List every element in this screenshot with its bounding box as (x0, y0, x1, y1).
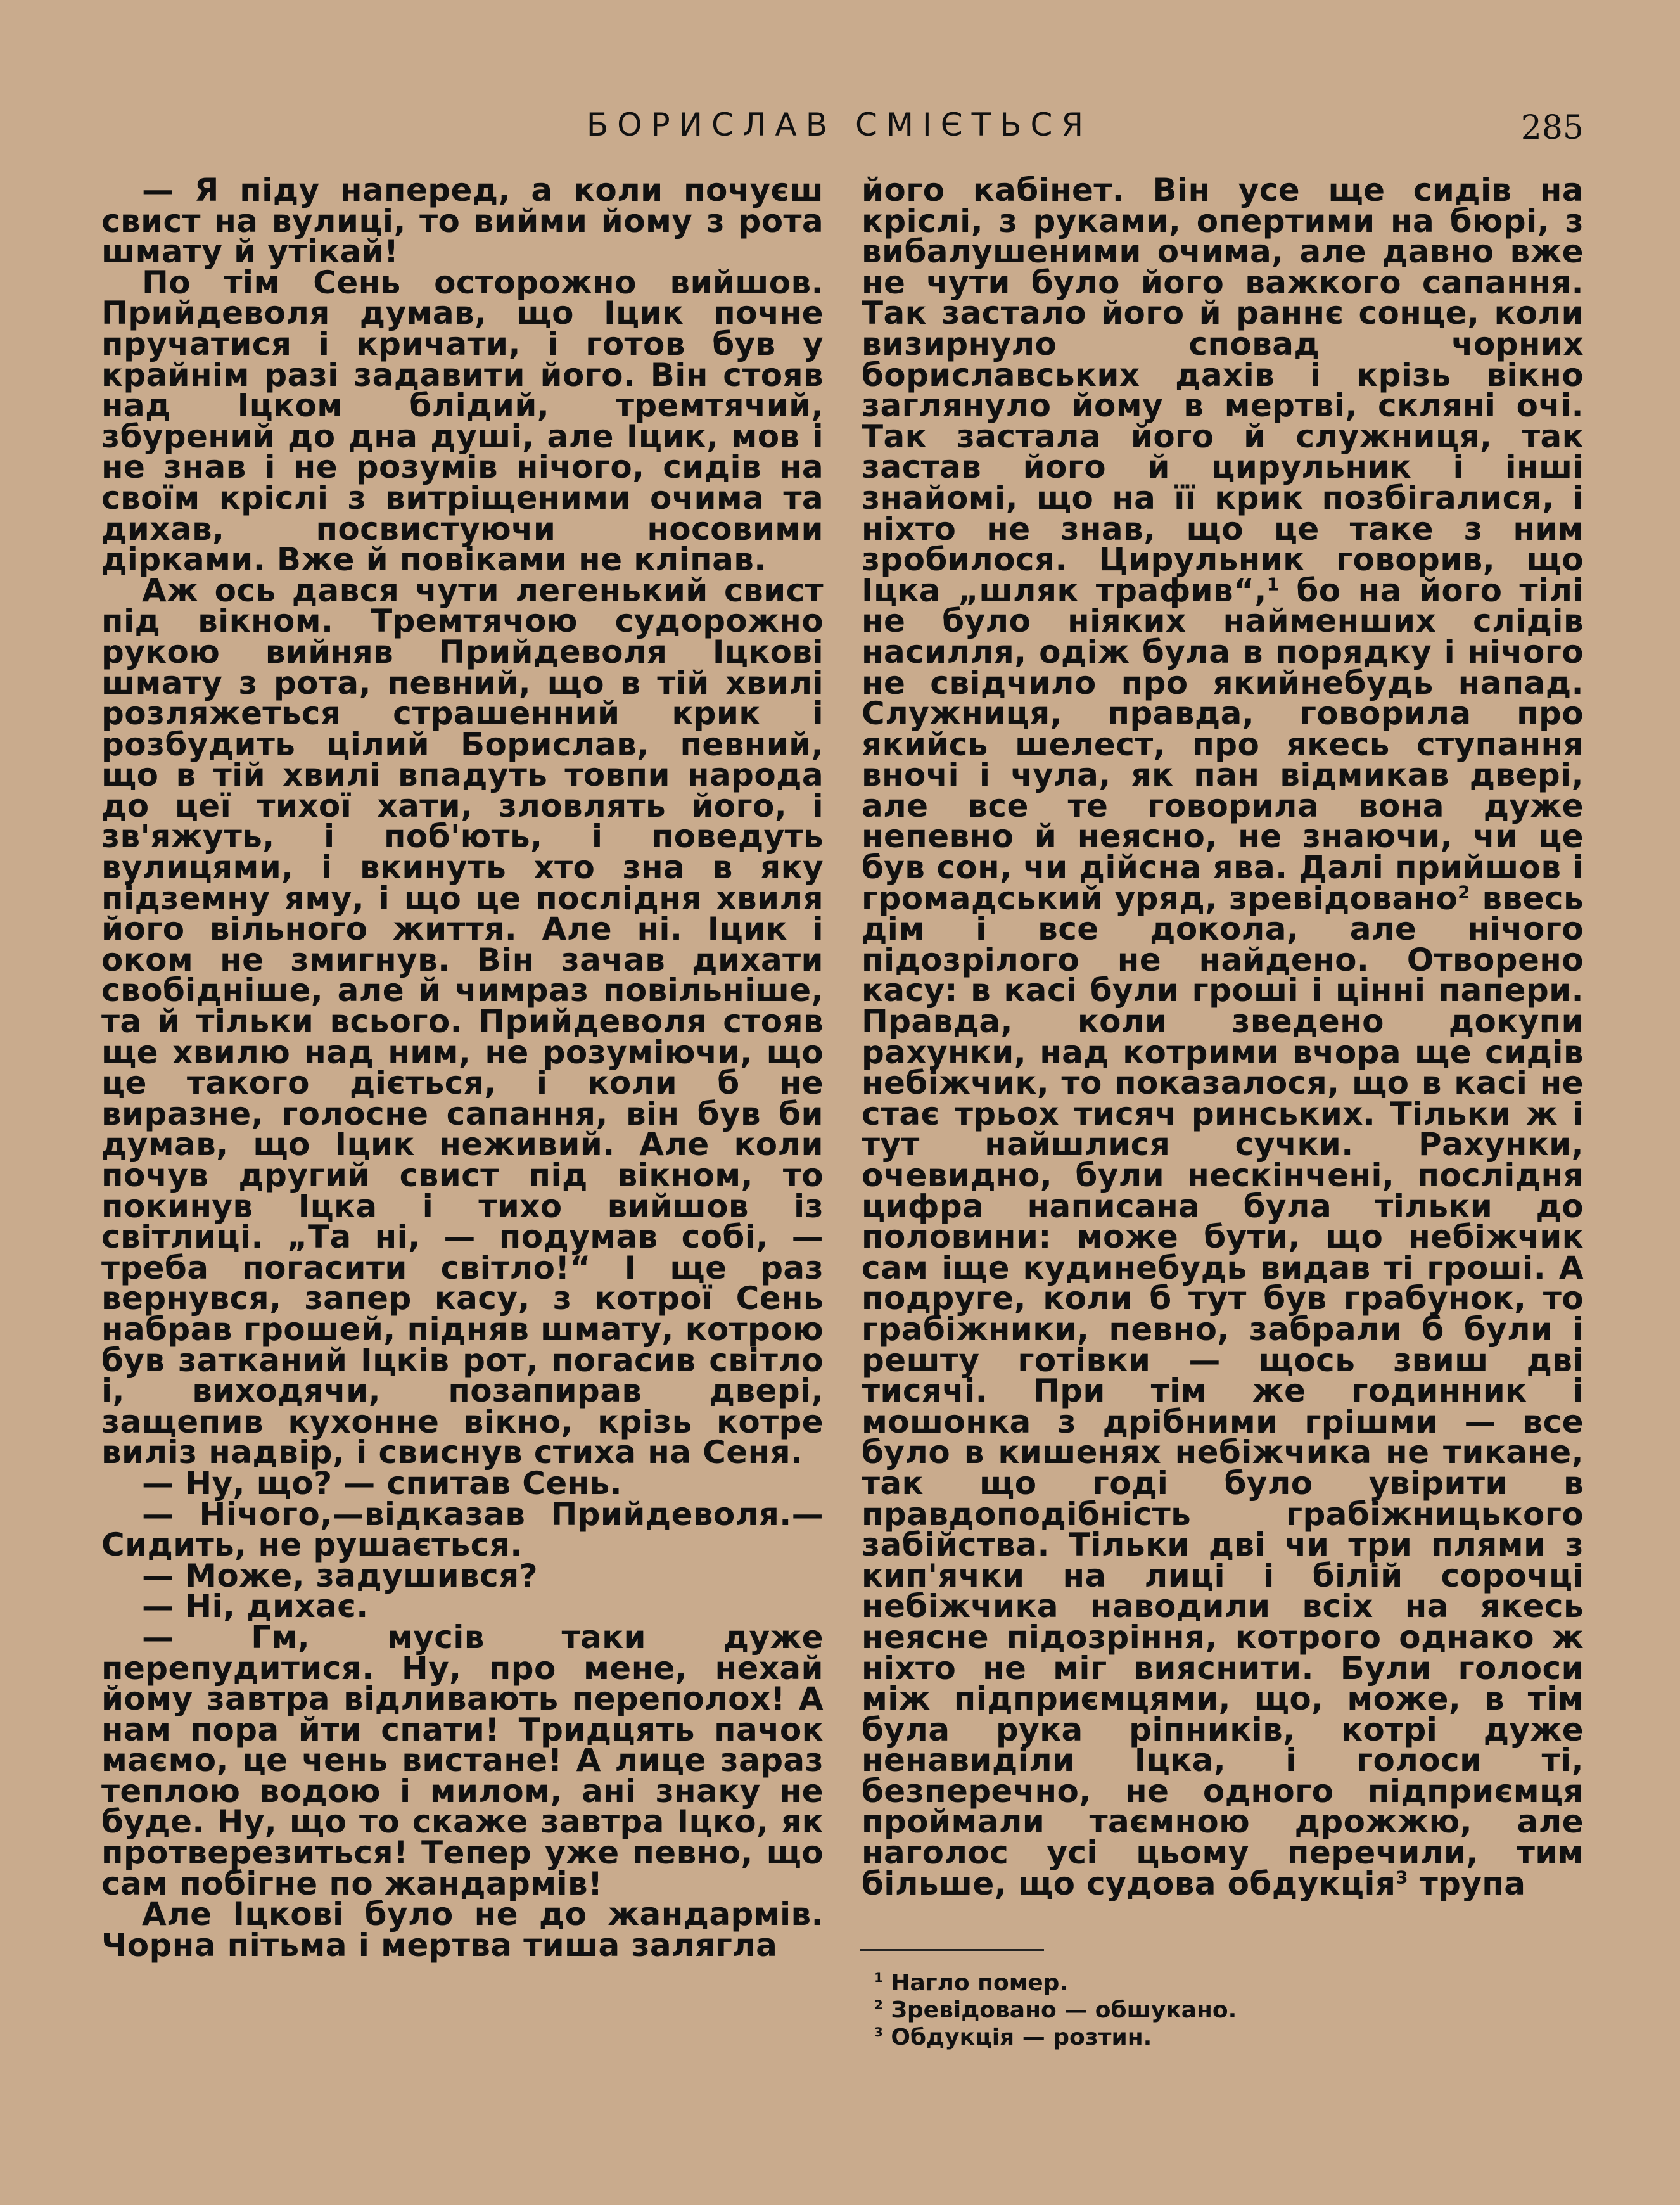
footnote-mark: 2 (874, 1998, 883, 2012)
paragraph: — Ні, дихає. (142, 1588, 369, 1625)
paragraph: По тім Сень осторожно вийшов. Прийдеволя думав, що Іцик почне пручатися і кричати, і готов був у крайнім разі задавити його. Він стояв над Іцком блідий, тремтячий, збурений до дна душі, але Іцик, мов і не знав і не розумів нічого, сидів на своїм кріслі з витріщеними очима та дихав, посвистуючи носовими дірками. Вже й повіками не кліпав. (101, 264, 824, 578)
footnotes (874, 1969, 1571, 2051)
left-column (101, 172, 824, 1964)
footnote-divider (860, 1949, 1044, 1951)
text-run: його кабінет. Він усе ще сидів на кріслі, з руками, опертими на бюрі, з вибалушеними очима, але давно вже не чути було його важкого сапання. Так застало його й раннє сонце, коли визирнуло сповад чорних бориславських дахів і крізь вікно заглянуло йому в мертві, скляні очі. Так застала його й служниця, так застав його й цирульник і інші знайомі, що на її крик позбігалися, і ніхто не знав, що це таке з ним зробилося. Цирульник говорив, що Іцка „шляк трафив“, (862, 172, 1584, 609)
right-column (862, 172, 1584, 1902)
footnote-mark: 1 (874, 1971, 883, 1985)
paragraph (862, 172, 1584, 1902)
page-number: 285 (1520, 109, 1584, 147)
footnote (874, 1997, 1571, 2024)
footnote-text: Зревідовано — обшукано. (891, 1997, 1237, 2023)
footnote (874, 2024, 1571, 2051)
footnote-mark: 3 (874, 2025, 883, 2040)
footnote-ref: 1 (1266, 574, 1280, 595)
footnote (874, 1969, 1571, 1997)
paragraph: — Ну, що? — спитав Сень. (142, 1464, 623, 1502)
paragraph: — Я піду наперед, а коли почуєш свист на вулиці, то вийми йому з рота шмату й утікай! (101, 172, 824, 271)
paragraph: — Гм, мусів таки дуже перепудитися. Ну, про мене, нехай йому завтра відливають переполох! А нам пора йти спати! Тридцять пачок маємо, це чень вистане! А лице зараз теплою водою і милом, ані знаку не буде. Ну, що то скаже завтра Іцко, як протверезиться! Тепер уже певно, що сам побігне по жандармів! (101, 1618, 824, 1902)
footnote-text: Нагло помер. (891, 1970, 1069, 1996)
paragraph: Аж ось дався чути легенький свист під вікном. Тремтячою судорожно рукою вийняв Прийдеволя Іцкові шмату з рота, певний, що в тій хвилі розляжеться страшенний крик і розбудить цілий Борислав, певний, що в тій хвилі впадуть товпи народа до цеї тихої хати, зловлять його, і зв'яжуть, і поб'ють, і поведуть вулицями, і вкинуть хто зна в яку підземну яму, і що це послідня хвиля його вільного життя. Але ні. Іцик і оком не змигнув. Він зачав дихати свобідніше, але й чимраз повільніше, та й тільки всього. Прийдеволя стояв ще хвилю над ним, не розуміючи, що це такого діється, і коли б не виразне, голосне сапання, він був би думав, що Іцик неживий. Але коли почув другий свист під вікном, то покинув Іцка і тихо вийшов із світлиці. „Та ні, — подумав собі, — треба погасити світло!“ І ще раз вернувся, запер касу, з котрої Сень набрав грошей, підняв шмату, котрою був затканий Іцків рот, погасив світло і, виходячи, позапирав двері, защепив кухонне вікно, крізь котре виліз надвір, і свиснув стиха на Сеня. (101, 572, 824, 1471)
paragraph: — Може, задушився? (142, 1557, 538, 1594)
footnote-ref: 2 (1458, 882, 1470, 902)
footnote-ref: 3 (1396, 1867, 1408, 1888)
text-run: бо на його тілі не було ніяких найменших слідів насилля, одіж була в порядку і нічого не свідчило про якийнебудь напад. Служниця, правда, говорила про якийсь шелест, про якесь ступання вночі і чула, як пан відмикав двері, але все те говорила вона дуже непевно й неясно, не знаючи, чи це був сон, чи дійсна ява. Далі прийшов і громадський уряд, зревідовано (862, 572, 1584, 917)
running-title: БОРИСЛАВ СМІЄТЬСЯ (586, 106, 1093, 143)
page-header (95, 95, 1584, 152)
text-run: ввесь дім і все докола, але нічого підозрілого не найдено. Отворено касу: в касі були гроші і цінні папери. Правда, коли зведено докупи рахунки, над котрими вчора ще сидів небіжчик, то показалося, що в касі не стає трьох тисяч ринських. Тільки ж і тут найшлися сучки. Рахунки, очевидно, були нескінчені, послідня цифра написана була тільки до половини: може бути, що небіжчик сам іще кудинебудь видав ті гроші. А подруге, коли б тут був грабунок, то грабіжники, певно, забрали б були і решту готівки — щось звиш дві тисячі. При тім же годинник і мошонка з дрібними грішми — все було в кишенях небіжчика не тикане, так що годі було увірити в правдоподібність грабіжницького забійства. Тільки дві чи три плями з кип'ячки на лиці і білій сорочці небіжчика наводили всіх на якесь неясне підозріння, котрого однако ж ніхто не міг вияснити. Були голоси між підприємцями, що, може, в тім була рука ріпників, котрі дуже ненавиділи Іцка, і голоси ті, безперечно, не одного підприємця проймали таємною дрожжю, але наголос усі цьому перечили, тим більше, що судова обдукція (862, 879, 1584, 1902)
footnote-text: Обдукція — розтин. (891, 2024, 1152, 2050)
paragraph: Але Іцкові було не до жандармів. Чорна пітьма і мертва тиша залягла (101, 1896, 824, 1964)
paragraph: — Нічого,—відказав Прийдеволя.— Сидить, не рушається. (101, 1495, 824, 1564)
text-run: трупа (1408, 1865, 1526, 1902)
